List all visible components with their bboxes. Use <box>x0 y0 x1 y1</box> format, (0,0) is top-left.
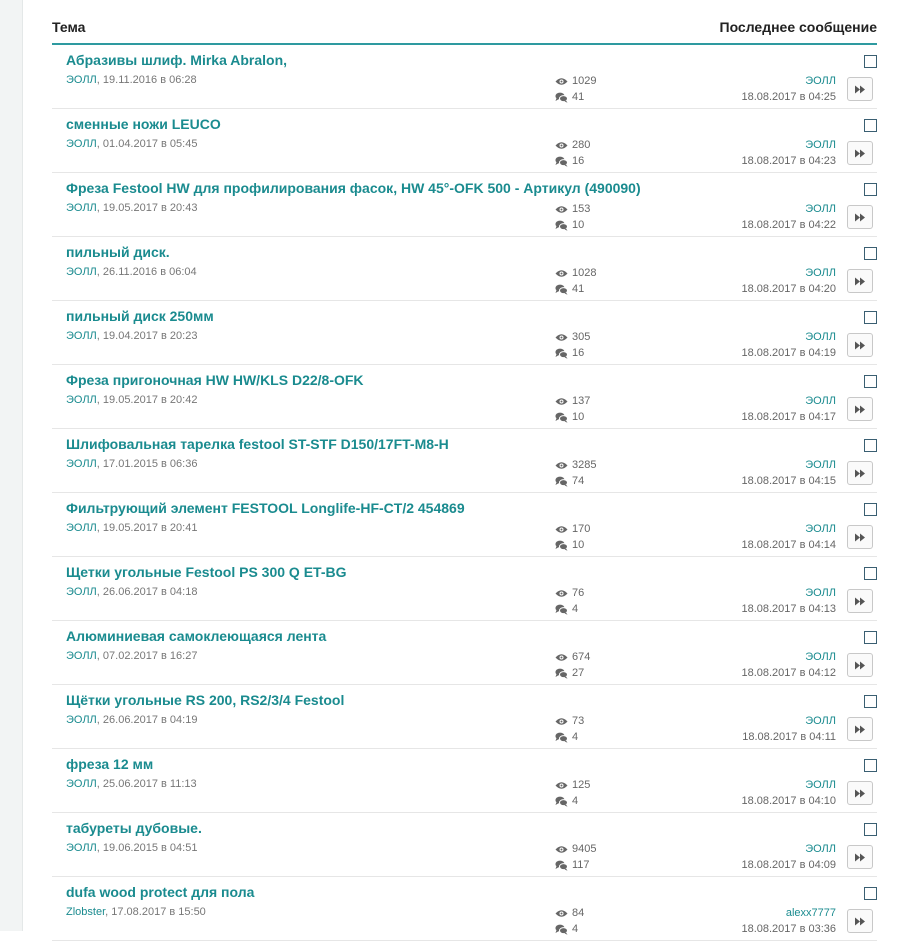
topic-meta <box>66 906 206 918</box>
comments-icon <box>555 348 568 359</box>
topic-author-link[interactable]: Zlobster <box>66 906 106 918</box>
views-stat <box>555 777 590 793</box>
last-message-user-link[interactable]: ЭОЛЛ <box>805 587 836 599</box>
topic-list-header <box>52 0 877 45</box>
replies-stat <box>555 409 590 425</box>
replies-count: 4 <box>572 923 579 935</box>
topic-row <box>52 109 877 173</box>
replies-count: 4 <box>572 795 579 807</box>
replies-stat <box>555 281 596 297</box>
replies-stat <box>555 665 590 681</box>
fast-forward-icon <box>854 661 866 670</box>
last-message <box>741 329 836 361</box>
comments-icon <box>555 540 568 551</box>
last-message-user-link[interactable]: alexx7777 <box>785 907 836 919</box>
topic-start-date: 19.05.2017 в 20:41 <box>102 522 198 534</box>
views-stat <box>555 393 590 409</box>
column-header-topic: Тема <box>52 19 86 35</box>
topic-title-link[interactable]: пильный диск 250мм <box>66 308 214 324</box>
eye-icon <box>555 525 568 534</box>
topic-author-link[interactable]: ЭОЛЛ <box>66 330 97 342</box>
last-message-date: 18.08.2017 в 04:22 <box>741 219 836 231</box>
meta-separator: , <box>96 650 103 662</box>
fast-forward-icon <box>854 597 866 606</box>
topic-title-link[interactable]: Фильтрующий элемент FESTOOL Longlife-HF-CT/2 454869 <box>66 500 465 516</box>
topic-author-link[interactable]: ЭОЛЛ <box>66 842 97 854</box>
last-message-date: 18.08.2017 в 04:19 <box>741 347 836 359</box>
meta-separator: , <box>96 394 103 406</box>
last-message-user-link[interactable]: ЭОЛЛ <box>805 75 836 87</box>
jump-to-last-button[interactable] <box>847 461 873 485</box>
replies-count: 27 <box>572 667 585 679</box>
replies-count: 10 <box>572 539 585 551</box>
topic-start-date: 01.04.2017 в 05:45 <box>102 138 198 150</box>
views-count: 125 <box>572 779 591 791</box>
views-stat <box>555 73 596 89</box>
topic-row <box>52 173 877 237</box>
views-stat <box>555 905 584 921</box>
topic-title-link[interactable]: табуреты дубовые. <box>66 820 202 836</box>
topic-title-link[interactable]: Фреза пригоночная HW HW/KLS D22/8-OFK <box>66 372 364 388</box>
topic-rows <box>52 45 877 941</box>
eye-icon <box>555 717 568 726</box>
meta-separator: , <box>96 202 103 214</box>
topic-title-link[interactable]: Абразивы шлиф. Mirka Abralon, <box>66 52 288 68</box>
topic-row <box>52 301 877 365</box>
topic-meta <box>66 842 197 854</box>
topic-start-date: 19.11.2016 в 06:28 <box>102 74 197 86</box>
replies-count: 41 <box>572 91 585 103</box>
topic-row <box>52 237 877 301</box>
views-stat <box>555 457 596 473</box>
jump-to-last-button[interactable] <box>847 909 873 933</box>
select-topic-checkbox[interactable] <box>864 311 877 324</box>
left-gutter <box>0 0 23 931</box>
topic-stats <box>555 137 590 169</box>
jump-to-last-button[interactable] <box>847 589 873 613</box>
last-message-date: 18.08.2017 в 04:25 <box>741 91 836 103</box>
replies-count: 74 <box>572 475 585 487</box>
topic-author-link[interactable]: ЭОЛЛ <box>66 202 97 214</box>
views-stat <box>555 137 590 153</box>
comments-icon <box>555 860 568 871</box>
meta-separator: , <box>96 138 103 150</box>
last-message <box>741 777 836 809</box>
last-message-date: 18.08.2017 в 04:23 <box>741 155 836 167</box>
topic-author-link[interactable]: ЭОЛЛ <box>66 522 97 534</box>
topic-stats <box>555 713 584 745</box>
topic-author-link[interactable]: ЭОЛЛ <box>66 394 97 406</box>
replies-stat <box>555 857 596 873</box>
last-message <box>741 585 836 617</box>
last-message <box>741 457 836 489</box>
last-message-user-link[interactable]: ЭОЛЛ <box>805 523 836 535</box>
select-topic-checkbox[interactable] <box>864 887 877 900</box>
topic-stats <box>555 905 584 937</box>
last-message-user-link[interactable]: ЭОЛЛ <box>805 267 836 279</box>
replies-stat <box>555 153 590 169</box>
topic-title-link[interactable]: Шлифовальная тарелка festool ST-STF D150/17FT-M8-H <box>66 436 449 452</box>
replies-count: 41 <box>572 283 585 295</box>
meta-separator: , <box>96 586 103 598</box>
eye-icon <box>555 781 568 790</box>
select-topic-checkbox[interactable] <box>864 567 877 580</box>
fast-forward-icon <box>854 725 866 734</box>
last-message <box>741 265 836 297</box>
last-message <box>742 713 836 745</box>
views-stat <box>555 841 596 857</box>
comments-icon <box>555 412 568 423</box>
topic-meta <box>66 74 197 86</box>
views-count: 280 <box>572 139 591 151</box>
fast-forward-icon <box>854 405 866 414</box>
last-message-date: 18.08.2017 в 04:15 <box>741 475 836 487</box>
topic-start-date: 19.05.2017 в 20:42 <box>102 394 198 406</box>
topic-meta <box>66 138 197 150</box>
jump-to-last-button[interactable] <box>847 653 873 677</box>
last-message-user-link[interactable]: ЭОЛЛ <box>805 651 836 663</box>
topic-row <box>52 429 877 493</box>
select-topic-checkbox[interactable] <box>864 631 877 644</box>
comments-icon <box>555 604 568 615</box>
comments-icon <box>555 796 568 807</box>
eye-icon <box>555 141 568 150</box>
eye-icon <box>555 845 568 854</box>
topic-row <box>52 45 877 109</box>
meta-separator: , <box>96 778 103 790</box>
fast-forward-icon <box>854 85 866 94</box>
select-topic-checkbox[interactable] <box>864 759 877 772</box>
comments-icon <box>555 220 568 231</box>
views-stat <box>555 265 596 281</box>
topic-stats <box>555 585 584 617</box>
comments-icon <box>555 668 568 679</box>
topic-stats <box>555 521 590 553</box>
eye-icon <box>555 77 568 86</box>
last-message <box>741 393 836 425</box>
topic-meta <box>66 650 197 662</box>
replies-count: 16 <box>572 347 585 359</box>
last-message <box>741 841 836 873</box>
topic-author-link[interactable]: ЭОЛЛ <box>66 650 97 662</box>
replies-count: 4 <box>572 603 579 615</box>
comments-icon <box>555 476 568 487</box>
replies-stat <box>555 473 596 489</box>
last-message-date: 18.08.2017 в 04:17 <box>741 411 836 423</box>
last-message-date: 18.08.2017 в 04:10 <box>741 795 836 807</box>
views-count: 1029 <box>572 75 597 87</box>
fast-forward-icon <box>854 341 866 350</box>
topic-meta <box>66 394 197 406</box>
topic-meta <box>66 330 197 342</box>
comments-icon <box>555 284 568 295</box>
fast-forward-icon <box>854 149 866 158</box>
select-topic-checkbox[interactable] <box>864 119 877 132</box>
topic-title-link[interactable]: Фреза Festool HW для профилирования фасок, HW 45°-OFK 500 - Артикул (490090) <box>66 180 641 196</box>
replies-stat <box>555 793 590 809</box>
comments-icon <box>555 156 568 167</box>
topic-author-link[interactable]: ЭОЛЛ <box>66 714 97 726</box>
replies-stat <box>555 217 590 233</box>
jump-to-last-button[interactable] <box>847 141 873 165</box>
last-message <box>741 137 836 169</box>
topic-meta <box>66 266 197 278</box>
replies-count: 10 <box>572 219 585 231</box>
fast-forward-icon <box>854 213 866 222</box>
topic-start-date: 25.06.2017 в 11:13 <box>102 778 197 790</box>
topic-meta <box>66 778 197 790</box>
last-message-user-link[interactable]: ЭОЛЛ <box>805 779 836 791</box>
views-stat <box>555 521 590 537</box>
fast-forward-icon <box>854 277 866 286</box>
topic-stats <box>555 457 596 489</box>
jump-to-last-button[interactable] <box>847 845 873 869</box>
topic-start-date: 19.05.2017 в 20:43 <box>102 202 198 214</box>
meta-separator: , <box>96 266 103 278</box>
topic-stats <box>555 393 590 425</box>
replies-count: 117 <box>572 859 590 871</box>
meta-separator: , <box>96 74 103 86</box>
topic-title-link[interactable]: фреза 12 мм <box>66 756 154 772</box>
topic-row <box>52 621 877 685</box>
views-count: 9405 <box>572 843 597 855</box>
topic-stats <box>555 201 590 233</box>
eye-icon <box>555 461 568 470</box>
eye-icon <box>555 653 568 662</box>
select-topic-checkbox[interactable] <box>864 439 877 452</box>
topic-title-link[interactable]: сменные ножи LEUCO <box>66 116 221 132</box>
topic-row <box>52 685 877 749</box>
eye-icon <box>555 589 568 598</box>
views-count: 137 <box>572 395 591 407</box>
topic-row <box>52 493 877 557</box>
meta-separator: , <box>96 330 103 342</box>
last-message <box>741 649 836 681</box>
topic-start-date: 17.01.2015 в 06:36 <box>102 458 198 470</box>
meta-separator: , <box>96 714 103 726</box>
topic-title-link[interactable]: пильный диск. <box>66 244 170 260</box>
eye-icon <box>555 205 568 214</box>
topic-stats <box>555 777 590 809</box>
topic-stats <box>555 649 590 681</box>
topic-meta <box>66 586 197 598</box>
replies-count: 4 <box>572 731 579 743</box>
comments-icon <box>555 92 568 103</box>
last-message-user-link[interactable]: ЭОЛЛ <box>805 395 836 407</box>
last-message-date: 18.08.2017 в 04:14 <box>741 539 836 551</box>
views-count: 1028 <box>572 267 597 279</box>
meta-separator: , <box>105 906 112 918</box>
last-message-user-link[interactable]: ЭОЛЛ <box>805 715 836 727</box>
topic-meta <box>66 202 197 214</box>
last-message <box>741 73 836 105</box>
replies-stat <box>555 89 596 105</box>
topic-stats <box>555 265 596 297</box>
topic-row <box>52 813 877 877</box>
select-topic-checkbox[interactable] <box>864 695 877 708</box>
fast-forward-icon <box>854 533 866 542</box>
meta-separator: , <box>96 842 103 854</box>
eye-icon <box>555 397 568 406</box>
topic-author-link[interactable]: ЭОЛЛ <box>66 138 97 150</box>
topic-title-link[interactable]: dufa wood protect для пола <box>66 884 255 900</box>
column-header-last-message: Последнее сообщение <box>719 19 877 35</box>
last-message-user-link[interactable]: ЭОЛЛ <box>805 203 836 215</box>
last-message-user-link[interactable]: ЭОЛЛ <box>805 843 836 855</box>
eye-icon <box>555 269 568 278</box>
replies-count: 16 <box>572 155 585 167</box>
replies-stat <box>555 601 584 617</box>
topic-title-link[interactable]: Щетки угольные Festool PS 300 Q ET-BG <box>66 564 347 580</box>
views-count: 73 <box>572 715 585 727</box>
jump-to-last-button[interactable] <box>847 269 873 293</box>
last-message-date: 18.08.2017 в 04:11 <box>742 731 836 743</box>
last-message-date: 18.08.2017 в 04:12 <box>741 667 836 679</box>
views-stat <box>555 201 590 217</box>
last-message-date: 18.08.2017 в 03:36 <box>741 923 836 935</box>
last-message-date: 18.08.2017 в 04:09 <box>741 859 836 871</box>
views-stat <box>555 585 584 601</box>
views-count: 76 <box>572 587 585 599</box>
replies-stat <box>555 537 590 553</box>
fast-forward-icon <box>854 789 866 798</box>
views-stat <box>555 713 584 729</box>
topic-start-date: 19.04.2017 в 20:23 <box>102 330 198 342</box>
topic-author-link[interactable]: ЭОЛЛ <box>66 586 97 598</box>
topic-meta <box>66 522 197 534</box>
comments-icon <box>555 924 568 935</box>
topic-start-date: 07.02.2017 в 16:27 <box>102 650 198 662</box>
jump-to-last-button[interactable] <box>847 525 873 549</box>
replies-count: 10 <box>572 411 585 423</box>
last-message-user-link[interactable]: ЭОЛЛ <box>805 459 836 471</box>
topic-row <box>52 749 877 813</box>
topic-row <box>52 877 877 941</box>
jump-to-last-button[interactable] <box>847 77 873 101</box>
last-message <box>741 201 836 233</box>
topic-list <box>52 0 877 941</box>
topic-stats <box>555 329 590 361</box>
select-topic-checkbox[interactable] <box>864 375 877 388</box>
fast-forward-icon <box>854 469 866 478</box>
topic-stats <box>555 73 596 105</box>
views-stat <box>555 649 590 665</box>
topic-meta <box>66 714 197 726</box>
last-message <box>741 521 836 553</box>
last-message <box>741 905 836 937</box>
topic-author-link[interactable]: ЭОЛЛ <box>66 778 97 790</box>
fast-forward-icon <box>854 917 866 926</box>
last-message-date: 18.08.2017 в 04:20 <box>741 283 836 295</box>
views-count: 170 <box>572 523 591 535</box>
topic-meta <box>66 458 197 470</box>
topic-title-link[interactable]: Алюминиевая самоклеющаяся лента <box>66 628 327 644</box>
jump-to-last-button[interactable] <box>847 717 873 741</box>
eye-icon <box>555 909 568 918</box>
select-topic-checkbox[interactable] <box>864 247 877 260</box>
topic-start-date: 26.11.2016 в 06:04 <box>102 266 197 278</box>
jump-to-last-button[interactable] <box>847 781 873 805</box>
views-count: 305 <box>572 331 591 343</box>
views-stat <box>555 329 590 345</box>
topic-start-date: 26.06.2017 в 04:18 <box>102 586 198 598</box>
eye-icon <box>555 333 568 342</box>
last-message-date: 18.08.2017 в 04:13 <box>741 603 836 615</box>
views-count: 674 <box>572 651 591 663</box>
fast-forward-icon <box>854 853 866 862</box>
views-count: 84 <box>572 907 585 919</box>
topic-start-date: 26.06.2017 в 04:19 <box>102 714 198 726</box>
topic-row <box>52 557 877 621</box>
views-count: 153 <box>572 203 591 215</box>
last-message-user-link[interactable]: ЭОЛЛ <box>805 139 836 151</box>
meta-separator: , <box>96 522 103 534</box>
topic-title-link[interactable]: Щётки угольные RS 200, RS2/3/4 Festool <box>66 692 345 708</box>
topic-start-date: 17.08.2017 в 15:50 <box>111 906 206 918</box>
jump-to-last-button[interactable] <box>847 333 873 357</box>
topic-author-link[interactable]: ЭОЛЛ <box>66 458 97 470</box>
views-count: 3285 <box>572 459 597 471</box>
replies-stat <box>555 729 584 745</box>
replies-stat <box>555 345 590 361</box>
select-topic-checkbox[interactable] <box>864 823 877 836</box>
jump-to-last-button[interactable] <box>847 397 873 421</box>
topic-row <box>52 365 877 429</box>
jump-to-last-button[interactable] <box>847 205 873 229</box>
select-topic-checkbox[interactable] <box>864 55 877 68</box>
replies-stat <box>555 921 584 937</box>
topic-author-link[interactable]: ЭОЛЛ <box>66 74 97 86</box>
select-topic-checkbox[interactable] <box>864 503 877 516</box>
meta-separator: , <box>96 458 103 470</box>
comments-icon <box>555 732 568 743</box>
topic-stats <box>555 841 596 873</box>
last-message-user-link[interactable]: ЭОЛЛ <box>805 331 836 343</box>
topic-author-link[interactable]: ЭОЛЛ <box>66 266 97 278</box>
topic-start-date: 19.06.2015 в 04:51 <box>102 842 198 854</box>
select-topic-checkbox[interactable] <box>864 183 877 196</box>
